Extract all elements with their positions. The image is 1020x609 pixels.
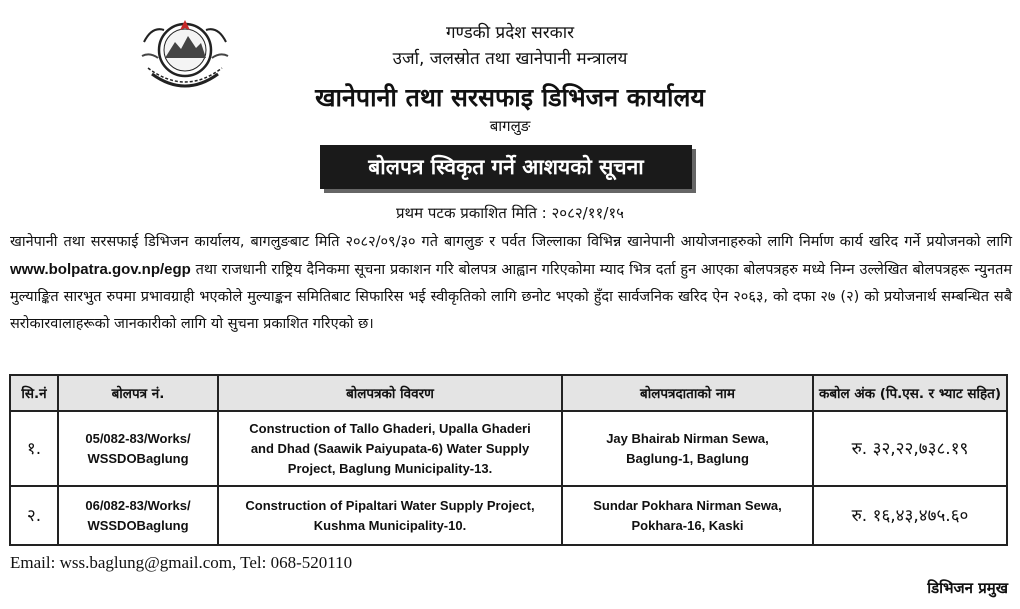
bid-no-line: 05/082-83/Works/ — [85, 430, 191, 446]
header-amount: कबोल अंक (पि.एस. र भ्याट सहित) — [813, 375, 1007, 411]
bid-no-line: WSSDOBaglung — [87, 450, 189, 466]
table-row — [10, 411, 1007, 486]
header-bidder: बोलपत्रदाताको नाम — [562, 375, 813, 411]
row-serial-no: २. — [10, 486, 58, 545]
row-serial-no: १. — [10, 411, 58, 486]
body-text-part-2: तथा राजधानी राष्ट्रिय दैनिकमा सूचना प्रकाशन गरि बोलपत्र आह्वान गरिएकोमा म्याद भित्र दर्ता हुन आएका बोलपत्रहरु मध्ये निम्न उल्लेखित बोलपत्रहरू न्युनतम मुल्याङ्कित सारभुत रुपमा प्रभावग्राही भएकोले मुल्याङ्कन समितिबाट सिफारिस भई स्वीकृतिको लागि छनोट भएको हुँदा सार्वजनिक खरिद ऐन २०६३, को दफा २७ (२) को प्रयोजनार्थ सम्बन्धित सबै सरोकारवालाहरूको जानकारीको लागि यो सुचना प्रकाशित गरिएको छ। — [10, 262, 1013, 332]
bidder-line: Pokhara-16, Kaski — [631, 517, 744, 533]
description-line: Construction of Pipaltari Water Supply Project, — [245, 497, 535, 513]
tender-table — [9, 374, 1008, 546]
row-bid-no — [58, 411, 218, 486]
description-line: and Dhad (Saawik Paiyupata-6) Water Supply — [250, 440, 530, 456]
table-row — [10, 486, 1007, 545]
row-description — [218, 411, 562, 486]
header-description: बोलपत्रको विवरण — [218, 375, 562, 411]
description-line: Construction of Tallo Ghaderi, Upalla Ghaderi — [249, 420, 531, 436]
bidder-line: Jay Bhairab Nirman Sewa, — [606, 430, 769, 446]
table-header-row — [10, 375, 1007, 411]
row-bidder — [562, 486, 813, 545]
row-description — [218, 486, 562, 545]
row-bidder — [562, 411, 813, 486]
office-name: खानेपानी तथा सरसफाइ डिभिजन कार्यालय — [315, 83, 705, 112]
description-line: Project, Baglung Municipality-13. — [287, 460, 493, 476]
header-bid-no: बोलपत्र नं. — [58, 375, 218, 411]
notice-title: बोलपत्र स्विकृत गर्ने आशयको सूचना — [320, 145, 692, 189]
row-amount: रु. ३२,२२,७३८.१९ — [813, 411, 1007, 486]
notice-body — [10, 229, 1012, 338]
bid-no-line: WSSDOBaglung — [87, 517, 189, 533]
description-line: Kushma Municipality-10. — [313, 517, 467, 533]
government-name: गण्डकी प्रदेश सरकार — [445, 23, 575, 43]
bid-no-line: 06/082-83/Works/ — [85, 497, 191, 513]
row-bid-no — [58, 486, 218, 545]
bidder-line: Baglung-1, Baglung — [626, 450, 749, 466]
signatory-title: डिभिजन प्रमुख — [927, 579, 1008, 597]
bidder-line: Sundar Pokhara Nirman Sewa, — [593, 497, 782, 513]
ministry-name: उर्जा, जलस्रोत तथा खानेपानी मन्त्रालय — [392, 49, 628, 69]
bolpatra-url-link[interactable]: www.bolpatra.gov.np/egp — [10, 261, 191, 278]
contact-info: Email: wss.baglung@gmail.com, Tel: 068-520110 — [10, 553, 353, 572]
body-text-part-1: खानेपानी तथा सरसफाई डिभिजन कार्यालय, बागलुङबाट मिति २०८२/०९/३० गते बागलुङ र पर्वत जिल्लाका विभिन्न खानेपानी आयोजनाहरुको लागि निर्माण कार्य खरिद गर्ने प्रयोजनको लागि — [10, 234, 1012, 250]
office-location: बागलुङ — [489, 117, 531, 135]
publication-date: प्रथम पटक प्रकाशित मिति : २०८२/११/१५ — [396, 204, 624, 222]
row-amount: रु. १६,४३,४७५.६० — [813, 486, 1007, 545]
header-serial-no: सि.नं — [10, 375, 58, 411]
